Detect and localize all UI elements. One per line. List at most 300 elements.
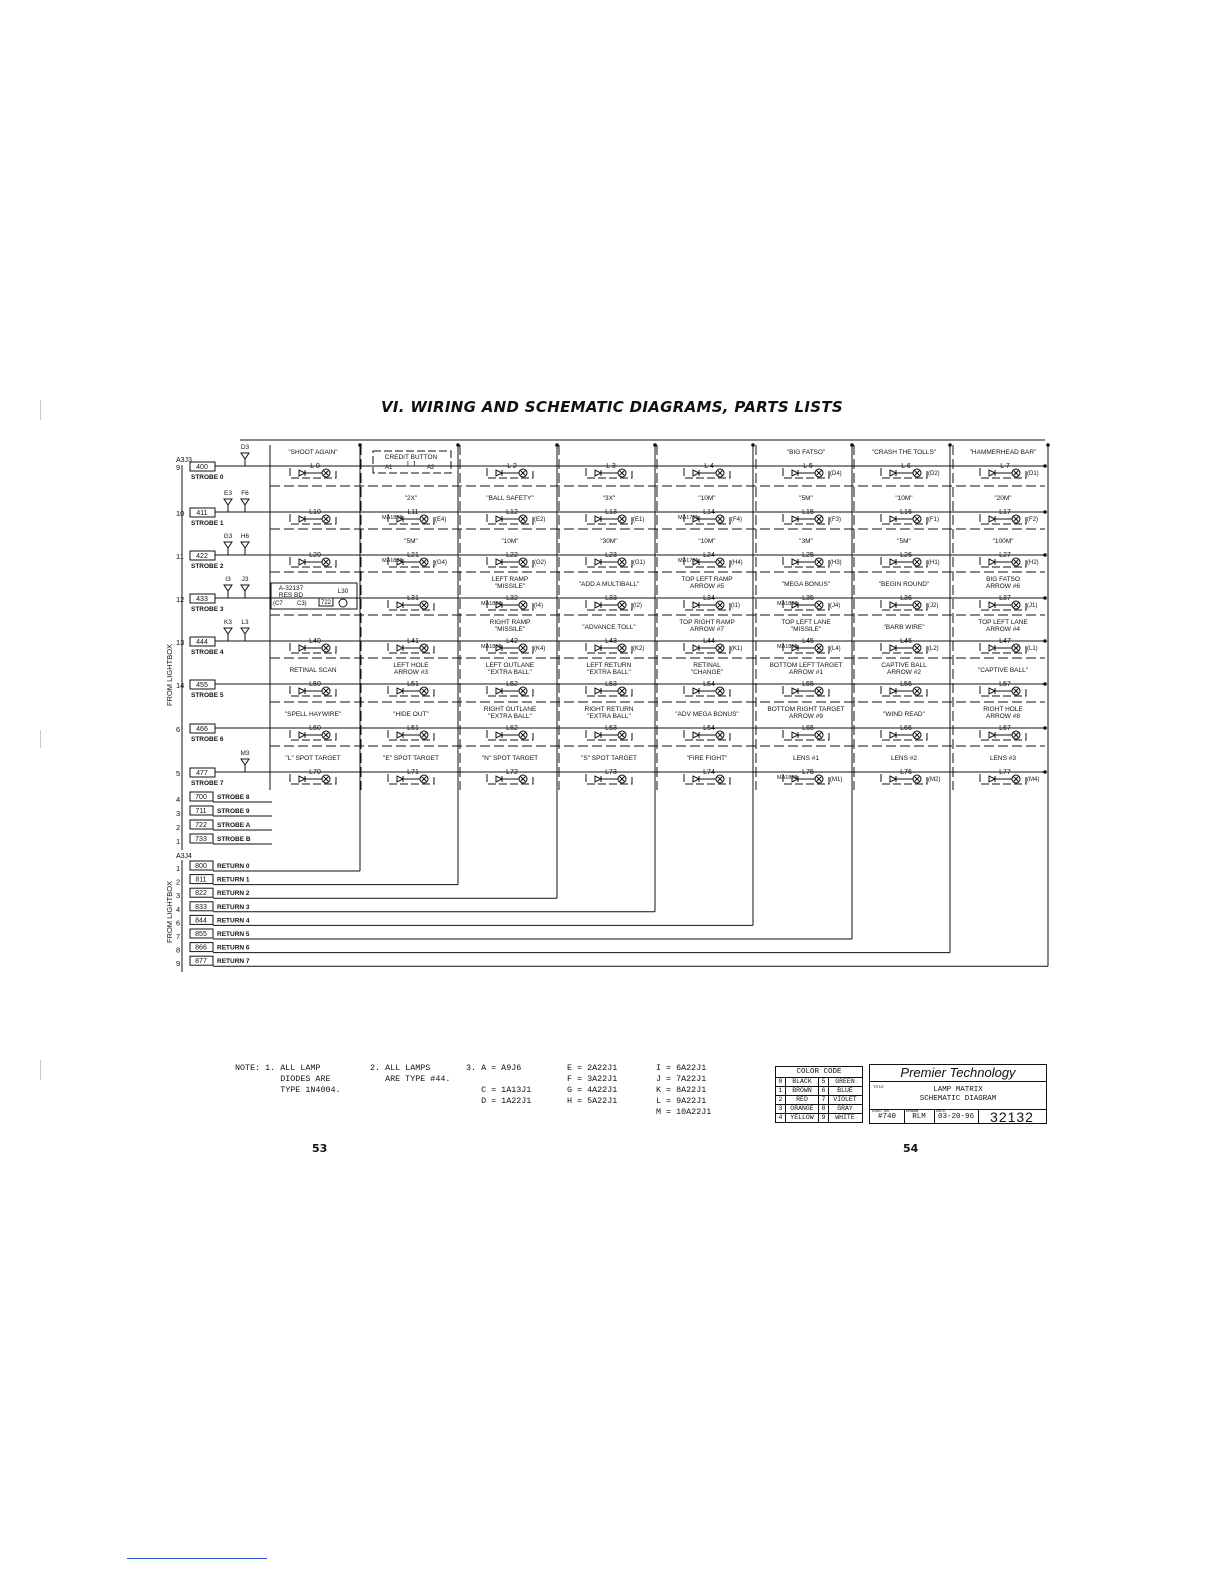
diode-icon — [890, 645, 896, 651]
lamp-description: ARROW #8 — [986, 713, 1020, 720]
junction-dot — [1043, 770, 1047, 774]
junction-dot — [751, 443, 755, 447]
color-code-row — [776, 1114, 862, 1122]
lamp-description: "ADVANCE TOLL" — [582, 624, 636, 631]
flasher-part-number: MA1765 — [678, 558, 699, 564]
lamp-number: L71 — [407, 769, 419, 776]
row-diode-icon — [241, 453, 249, 459]
lamp-description: "EXTRA BALL" — [488, 669, 532, 676]
lamp-description: RIGHT OUTLANE — [483, 706, 537, 713]
lamp-number: L56 — [900, 681, 912, 688]
lamp-description: "10M" — [501, 538, 519, 545]
diode-icon — [299, 516, 305, 522]
lamp-description: TOP RIGHT RAMP — [679, 619, 735, 626]
junction-dot — [1043, 596, 1047, 600]
drawn-cell — [904, 1109, 935, 1124]
color-code-color: GREEN — [835, 1078, 855, 1085]
lamp-description: ARROW #3 — [394, 669, 428, 676]
row-diode-icon — [241, 759, 249, 765]
return-pin-number: 9 — [176, 959, 181, 969]
lamp-description: "FIRE FIGHT" — [686, 755, 728, 762]
lamp-number: L24 — [703, 552, 715, 559]
lamp-description: "10M" — [698, 495, 716, 502]
row-diode-label: G3 — [223, 533, 233, 540]
lamp-number: L67 — [999, 725, 1011, 732]
lamp-number: L17 — [999, 509, 1011, 516]
color-code-number: 4 — [776, 1114, 786, 1122]
lamp-number: L16 — [900, 509, 912, 516]
row-diode-icon — [224, 542, 232, 548]
lamp-number: L74 — [703, 769, 715, 776]
diode-icon — [890, 516, 896, 522]
color-code-color: VIOLET — [833, 1096, 857, 1103]
lamp-description: "SHOOT AGAIN" — [288, 449, 338, 456]
row-diode-label: J3 — [241, 576, 249, 583]
lamp-description: RIGHT HOLE — [983, 706, 1023, 713]
note-connector-map-i: I = 6A22J1 J = 7A22J1 K = 8A22J1 L = 9A22J1 M = 10A22J1 — [656, 1063, 712, 1117]
lamp-description: LEFT RAMP — [491, 576, 529, 583]
diode-icon — [693, 776, 699, 782]
strobe-pin-number: 1 — [176, 837, 181, 846]
diode-icon — [397, 602, 403, 608]
row-diode-label: M3 — [240, 750, 250, 757]
lamp-number: L61 — [407, 725, 419, 732]
junction-dot — [1046, 443, 1050, 447]
lamp-description: ARROW #5 — [690, 583, 724, 590]
strobe-pin-number: 3 — [176, 809, 181, 818]
return-pin-number: 4 — [176, 904, 181, 914]
lamp-number: L 5 — [803, 463, 813, 470]
note-connector-map-e: E = 2A22J1 F = 3A22J1 G = 4A22J1 H = 5A22J1 — [567, 1063, 618, 1106]
color-code-color: BLUE — [837, 1087, 853, 1094]
lamp-description: "ADD A MULTIBALL" — [578, 581, 640, 588]
lamp-number: L53 — [605, 681, 617, 688]
color-code-color: GRAY — [837, 1105, 853, 1112]
strobe-pin-number: 13 — [176, 638, 185, 647]
diode-icon — [989, 732, 995, 738]
lamp-description: "MISSILE" — [790, 626, 822, 633]
lamp-description: "EXTRA BALL" — [587, 669, 631, 676]
lamp-description: BOTTOM LEFT TARGET — [769, 662, 843, 669]
connector-pin: (F1) — [928, 517, 939, 523]
strobe-wire-number: 722 — [195, 822, 207, 829]
return-pin-number: 1 — [176, 864, 181, 873]
connector-pin: (D4) — [830, 471, 842, 477]
lamp-description: "HAMMERHEAD BAR" — [969, 449, 1037, 456]
lamp-bulb-icon — [339, 599, 347, 607]
flasher-part-number: MA1868 — [481, 601, 502, 607]
lamp-number: L77 — [999, 769, 1011, 776]
row-diode-label: L3 — [241, 619, 249, 626]
drawing-number: 32132 — [978, 1109, 1046, 1124]
lamp-number: L23 — [605, 552, 617, 559]
row-diode-icon — [241, 585, 249, 591]
diode-icon — [693, 470, 699, 476]
lamp-number: L 2 — [507, 463, 517, 470]
lamp-number: L51 — [407, 681, 419, 688]
diode-icon — [496, 470, 502, 476]
strobe-name: STROBE 5 — [191, 692, 224, 699]
lamp-number: L11 — [407, 509, 419, 516]
lamp-number: L20 — [309, 552, 321, 559]
connector-pin: (H4) — [731, 560, 743, 566]
connector-pin: (I1) — [731, 603, 740, 609]
row-diode-icon — [241, 542, 249, 548]
scan-edge-mark — [40, 730, 41, 748]
strobe-wire-number: 700 — [195, 794, 207, 801]
lamp-number: L27 — [999, 552, 1011, 559]
color-code-color: RED — [786, 1096, 819, 1104]
return-name: RETURN 5 — [217, 931, 250, 938]
lamp-description: ARROW #2 — [887, 669, 921, 676]
connector-label: A3J4 — [176, 853, 192, 860]
lamp-description: "CHANGE" — [690, 669, 724, 676]
flasher-part-number: MA1765 — [678, 515, 699, 521]
strobe-pin-number: 11 — [176, 552, 184, 561]
return-wire-number: 811 — [195, 876, 207, 884]
junction-dot — [456, 443, 460, 447]
junction-dot — [1043, 510, 1047, 514]
lamp-number: L50 — [309, 681, 321, 688]
lamp-number: L54 — [703, 681, 715, 688]
return-name: RETURN 2 — [217, 890, 250, 898]
lamp-number: L 3 — [606, 463, 616, 470]
diode-icon — [595, 559, 601, 565]
connector-pin: (D2) — [928, 471, 940, 477]
strobe-wire-number: 411 — [196, 510, 208, 517]
flasher-part-number: MA1868 — [777, 644, 798, 650]
color-code-color: BLACK — [786, 1078, 819, 1086]
scan-edge-mark — [40, 400, 41, 420]
diode-icon — [792, 470, 798, 476]
lamp-description: "3M" — [799, 538, 813, 545]
lamp-description: "SPELL HAYWIRE" — [284, 711, 342, 718]
diode-icon — [496, 516, 502, 522]
strobe-pin-number: 5 — [176, 769, 181, 778]
connector-pin: (J1) — [1027, 603, 1038, 609]
lamp-description: "BEGIN ROUND" — [878, 581, 930, 588]
color-code-row — [776, 1078, 862, 1087]
row-diode-icon — [224, 585, 232, 591]
row-diode-label: D3 — [240, 444, 250, 451]
lamp-description: "EXTRA BALL" — [488, 713, 532, 720]
row-diode-icon — [224, 499, 232, 505]
diode-icon — [890, 688, 896, 694]
lamp-number: L63 — [605, 725, 617, 732]
diode-icon — [693, 602, 699, 608]
lamp-number: L43 — [605, 638, 617, 645]
color-code-number: 7 — [819, 1096, 829, 1104]
color-code-color: YELLOW — [786, 1114, 819, 1122]
return-pin-number: 6 — [176, 918, 181, 928]
diode-icon — [595, 516, 601, 522]
credit-lamp-number: L 1 — [407, 461, 417, 468]
strobe-pin-number: 9 — [176, 463, 181, 472]
diode-icon — [890, 602, 896, 608]
lamp-description: "HIDE OUT" — [393, 711, 429, 718]
drawing-date: 03-20-96 — [937, 1113, 974, 1121]
lamp-number: L75 — [802, 769, 814, 776]
title-label: TITLE — [873, 1084, 884, 1089]
connector-pin: (G2) — [534, 560, 546, 566]
connector-pin: (L1) — [1027, 646, 1038, 652]
strobe-name: STROBE 6 — [191, 736, 224, 743]
lamp-description: "MEGA BONUS" — [781, 581, 831, 588]
diode-icon — [890, 470, 896, 476]
junction-dot — [653, 443, 657, 447]
junction-dot — [1043, 464, 1047, 468]
connector-pin: (L4) — [830, 646, 841, 652]
drawing-title-line-2: SCHEMATIC DIAGRAM — [919, 1095, 997, 1103]
diode-icon — [496, 732, 502, 738]
lamp-number: L25 — [802, 552, 814, 559]
diode-icon — [693, 645, 699, 651]
diode-icon — [989, 688, 995, 694]
diode-icon — [397, 688, 403, 694]
diode-icon — [693, 688, 699, 694]
strobe-pin-number: 4 — [176, 795, 181, 804]
strobe-name: STROBE 1 — [191, 520, 224, 527]
lamp-description: BIG FATSO — [986, 576, 1020, 583]
return-pin-number: 3 — [176, 891, 181, 901]
strobe-name: STROBE 2 — [191, 563, 224, 570]
connector-pin: (H2) — [1027, 560, 1039, 566]
lamp-number: L22 — [506, 552, 518, 559]
used-on-label: USED ON — [872, 1110, 889, 1114]
junction-dot — [1043, 639, 1047, 643]
diode-icon — [397, 732, 403, 738]
lamp-description: LEFT OUTLANE — [485, 662, 535, 669]
diode-icon — [496, 688, 502, 694]
color-code-number: 0 — [776, 1078, 786, 1086]
return-pin-number: 7 — [176, 932, 181, 941]
return-wire-number: 877 — [195, 958, 207, 966]
drawn-by: RLM — [912, 1113, 926, 1121]
lamp-number: L46 — [900, 638, 912, 645]
note-lamp-type: 2. ALL LAMPS ARE TYPE #44. — [370, 1063, 451, 1084]
connector-pin: (M4) — [1027, 777, 1040, 783]
credit-pin-a1: A1 — [385, 465, 393, 471]
junction-dot — [850, 443, 854, 447]
page-number-left: 53 — [312, 1142, 328, 1155]
lamp-description: "20M" — [994, 495, 1012, 502]
color-code-rows — [776, 1078, 862, 1122]
diode-icon — [496, 559, 502, 565]
color-code-row — [776, 1105, 862, 1114]
lamp-description: "2X" — [404, 495, 418, 502]
lamp-number: L47 — [999, 638, 1011, 645]
used-on-value: #740 — [877, 1113, 896, 1121]
diode-icon — [299, 732, 305, 738]
resistor-pin-c7: (C7 — [273, 601, 283, 607]
date-label: DATE — [936, 1110, 946, 1114]
color-code-number: 9 — [819, 1114, 829, 1122]
lamp-number: L40 — [309, 638, 321, 645]
return-name: RETURN 7 — [217, 958, 250, 966]
lamp-number: L45 — [802, 638, 814, 645]
connector-pin: (I2) — [633, 603, 642, 609]
strobe-wire-number: 711 — [195, 808, 207, 815]
color-code-color: ORANGE — [786, 1105, 819, 1113]
row-diode-icon — [241, 499, 249, 505]
lamp-number: L34 — [703, 595, 715, 602]
lamp-number: L 4 — [704, 463, 714, 470]
connector-pin: (H3) — [830, 560, 842, 566]
credit-pin-a2: A2 — [427, 465, 435, 471]
diode-icon — [299, 688, 305, 694]
lamp-description: "100M" — [992, 538, 1014, 545]
diode-icon — [792, 559, 798, 565]
lamp-description: BOTTOM RIGHT TARGET — [767, 706, 845, 713]
lamp-description: RETINAL SCAN — [289, 667, 337, 674]
diode-icon — [989, 645, 995, 651]
return-wire-number: 822 — [195, 890, 207, 898]
junction-dot — [948, 443, 952, 447]
diode-icon — [989, 602, 995, 608]
lamp-description: "WIND READ" — [883, 711, 925, 718]
return-name: RETURN 0 — [217, 863, 250, 870]
diode-icon — [595, 470, 601, 476]
diode-icon — [792, 732, 798, 738]
lamp-number: L52 — [506, 681, 518, 688]
lamp-description: CAPTIVE BALL — [881, 662, 927, 669]
diode-icon — [989, 516, 995, 522]
strobe-wire-number: 466 — [196, 726, 208, 733]
strobe-pin-number: 2 — [176, 823, 181, 832]
resistor-board-name: RES BD — [278, 592, 304, 599]
connector-pin: (E2) — [534, 517, 546, 523]
color-code-row — [776, 1096, 862, 1105]
lamp-description: ARROW #6 — [986, 583, 1020, 590]
diode-icon — [989, 559, 995, 565]
lamp-number: L10 — [309, 509, 321, 516]
lamp-description: "ADV MEGA BONUS" — [675, 711, 739, 718]
lamp-number: L31 — [407, 595, 419, 602]
color-code-number: 3 — [776, 1105, 786, 1113]
lamp-description: LENS #1 — [792, 755, 820, 762]
diode-icon — [693, 732, 699, 738]
color-code-table — [775, 1066, 863, 1123]
row-diode-icon — [241, 628, 249, 634]
lamp-description: "MISSILE" — [494, 583, 526, 590]
diode-icon — [595, 602, 601, 608]
strobe-wire-number: 444 — [196, 639, 208, 646]
strobe-wire-number: 400 — [196, 464, 208, 471]
lamp-number: L66 — [900, 725, 912, 732]
lamp-description: LEFT RETURN — [586, 662, 632, 669]
lamp-number: L72 — [506, 769, 518, 776]
diode-icon — [299, 559, 305, 565]
flasher-part-number: MA1868 — [382, 558, 403, 564]
diode-icon — [989, 776, 995, 782]
lamp-number: L62 — [506, 725, 518, 732]
diode-icon — [595, 732, 601, 738]
lamp-number: L13 — [605, 509, 617, 516]
lamp-description: RIGHT RAMP — [489, 619, 531, 626]
connector-label: A3J3 — [176, 457, 192, 464]
row-diode-icon — [224, 628, 232, 634]
lamp-description: "5M" — [404, 538, 418, 545]
junction-dot — [1043, 682, 1047, 686]
flasher-part-number: MA1868 — [777, 775, 798, 781]
diode-icon — [595, 776, 601, 782]
lamp-description: "MISSILE" — [494, 626, 526, 633]
diode-icon — [299, 470, 305, 476]
color-code-number: 5 — [819, 1078, 829, 1086]
lamp-number: L21 — [407, 552, 419, 559]
lamp-description: "E" SPOT TARGET — [383, 755, 439, 762]
color-code-number: 1 — [776, 1087, 786, 1095]
row-diode-label: I3 — [225, 576, 231, 583]
color-code-row — [776, 1087, 862, 1096]
junction-dot — [555, 443, 559, 447]
flasher-part-number: MA1868 — [777, 601, 798, 607]
lamp-number: L64 — [703, 725, 715, 732]
diode-icon — [792, 516, 798, 522]
junction-dot — [1043, 726, 1047, 730]
row-diode-label: H6 — [240, 533, 250, 540]
drawing-title-line-1: LAMP MATRIX — [933, 1086, 983, 1094]
lamp-description: "10M" — [698, 538, 716, 545]
strobe-pin-number: 14 — [176, 681, 185, 690]
lamp-number: L 7 — [1000, 463, 1010, 470]
lamp-description: "BALL SAFETY" — [486, 495, 534, 502]
lamp-description: "EXTRA BALL" — [587, 713, 631, 720]
row-diode-label: K3 — [224, 619, 232, 626]
lamp-number: L44 — [703, 638, 715, 645]
bottom-rule — [127, 1558, 267, 1559]
diode-icon — [890, 732, 896, 738]
lamp-number: L42 — [506, 638, 518, 645]
page-heading: VI. WIRING AND SCHEMATIC DIAGRAMS, PARTS LISTS — [381, 398, 843, 416]
connector-pin: (M2) — [928, 777, 941, 783]
page-number-right: 54 — [903, 1142, 919, 1155]
note-lamp-diodes: NOTE: 1. ALL LAMP DIODES ARE TYPE 1N4004. — [235, 1063, 341, 1095]
resistor-wire-number: 722 — [320, 600, 332, 606]
diode-icon — [299, 645, 305, 651]
lamp-number: L41 — [407, 638, 419, 645]
return-wire-number: 855 — [195, 931, 207, 938]
scan-edge-mark — [40, 1060, 41, 1080]
diode-icon — [890, 559, 896, 565]
row-diode-label: E3 — [224, 490, 232, 497]
connector-pin: (F3) — [830, 517, 841, 523]
color-code-number: 8 — [819, 1105, 829, 1113]
strobe-name: STROBE 8 — [217, 794, 250, 801]
lamp-number: L 6 — [901, 463, 911, 470]
flasher-part-number: MA1868 — [382, 515, 403, 521]
lamp-description: "5M" — [897, 538, 911, 545]
connector-pin: (K1) — [731, 646, 743, 652]
lamp-number: L15 — [802, 509, 814, 516]
drawn-label: DRAWN — [906, 1110, 919, 1114]
lamp-description: "BIG FATSO" — [786, 449, 826, 456]
side-label-returns: FROM LIGHTBOX — [165, 880, 174, 944]
connector-pin: (E4) — [435, 517, 447, 523]
return-name: RETURN 1 — [217, 876, 250, 884]
lamp-description: RIGHT RETURN — [584, 706, 634, 713]
strobe-name: STROBE 7 — [191, 780, 224, 787]
lamp-description: ARROW #4 — [986, 626, 1020, 633]
connector-pin: (L2) — [928, 646, 939, 652]
lamp-number: L36 — [900, 595, 912, 602]
lamp-description: "30M" — [600, 538, 618, 545]
strobe-pin-number: 6 — [176, 725, 181, 734]
lamp-description: TOP LEFT RAMP — [681, 576, 733, 583]
credit-button-title: CREDIT BUTTON — [384, 454, 438, 461]
lamp-description: LENS #2 — [890, 755, 918, 762]
connector-pin: (I4) — [534, 603, 543, 609]
